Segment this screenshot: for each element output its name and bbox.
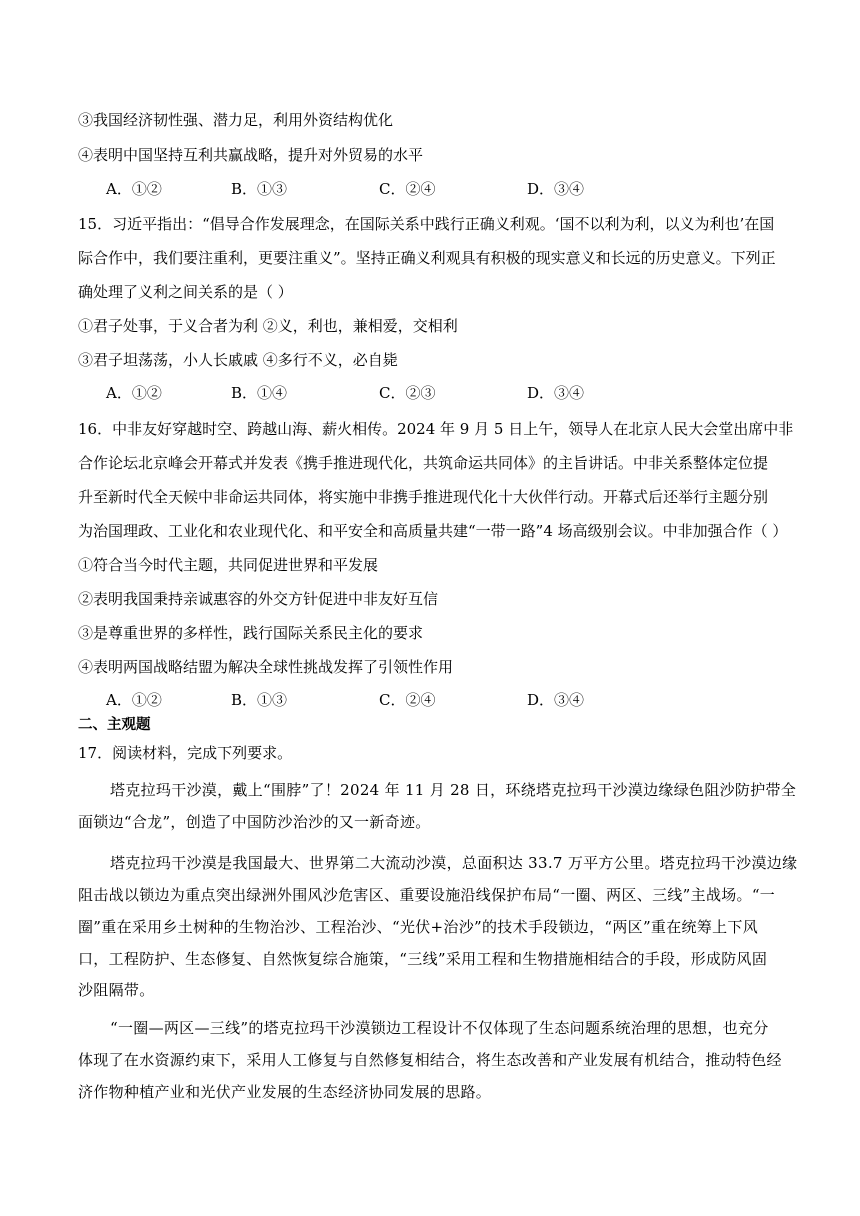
q15-option-b: B．①④ xyxy=(231,384,288,402)
q14-option-b: B．①③ xyxy=(231,180,288,198)
q14-option-c: C．②④ xyxy=(379,180,436,198)
q17-para2-line-2: 阻击战以锁边为重点突出绿洲外围风沙危害区、重要设施沿线保护布局“一圈、两区、三线”主战场。“一 xyxy=(78,886,776,904)
q15-items-line-1: ①君子处事，于义合者为利 ②义，利也，兼相爱，交相利 xyxy=(78,317,458,335)
q16-option-c: C．②④ xyxy=(379,691,436,709)
q16-stem-line-3: 升至新时代全天候中非命运共同体，将实施中非携手推进现代化十大伙伴行动。开幕式后还举行主题分别 xyxy=(78,488,769,506)
q15-option-a: A．①② xyxy=(106,384,162,402)
q17-para2-line-5: 沙阻隔带。 xyxy=(78,981,155,999)
q15-stem-line-1: 15．习近平指出：“倡导合作发展理念，在国际关系中践行正确义利观。‘国不以利为利，以义为利也’在国 xyxy=(78,215,775,233)
q16-option-a: A．①② xyxy=(106,691,162,709)
q16-stem-line-4: 为治国理政、工业化和农业现代化、和平安全和高质量共建“一带一路”4 场高级别会议。中非加强合作（ ） xyxy=(78,522,788,540)
q17-para2-line-4: 口，工程防护、生态修复、自然恢复综合施策，“三线”采用工程和生物措施相结合的手段，形成防风固 xyxy=(78,950,768,968)
q14-option-d: D．③④ xyxy=(527,180,585,198)
q16-option-b: B．①③ xyxy=(231,691,288,709)
q17-para3-line-1: “一圈—两区—三线”的塔克拉玛干沙漠锁边工程设计不仅体现了生态问题系统治理的思想，也充分 xyxy=(110,1019,769,1037)
q16-item-3: ③是尊重世界的多样性，践行国际关系民主化的要求 xyxy=(78,624,424,642)
q14-option-a: A．①② xyxy=(106,180,162,198)
q15-stem-line-3: 确处理了义利之间关系的是（ ） xyxy=(78,283,293,301)
section-heading: 二、主观题 xyxy=(78,717,151,733)
q16-item-4: ④表明两国战略结盟为解决全球性挑战发挥了引领性作用 xyxy=(78,658,454,676)
q16-option-d: D．③④ xyxy=(527,691,585,709)
q17-para2-line-1: 塔克拉玛干沙漠是我国最大、世界第二大流动沙漠，总面积达 33.7 万平方公里。塔克拉玛干沙漠边缘 xyxy=(110,854,798,872)
q16-item-2: ②表明我国秉持亲诚惠容的外交方针促进中非友好互信 xyxy=(78,590,439,608)
q16-stem-line-1: 16．中非友好穿越时空、跨越山海、薪火相传。2024 年 9 月 5 日上午，领导人在北京人民大会堂出席中非 xyxy=(78,420,794,438)
q15-option-d: D．③④ xyxy=(527,384,585,402)
q17-para3-line-3: 济作物种植产业和光伏产业发展的生态经济协同发展的思路。 xyxy=(78,1083,492,1101)
q17-para2-line-3: 圈”重在采用乡土树种的生物治沙、工程治沙、“光伏+治沙”的技术手段锁边，“两区”重在统筹上下风 xyxy=(78,918,759,936)
q17-para3-line-2: 体现了在水资源约束下，采用人工修复与自然修复相结合，将生态改善和产业发展有机结合，推动特色经 xyxy=(78,1051,782,1069)
q17-stem: 17．阅读材料，完成下列要求。 xyxy=(78,744,293,762)
q17-para1-line-1: 塔克拉玛干沙漠，戴上“围脖”了！2024 年 11 月 28 日，环绕塔克拉玛干沙漠边缘绿色阻沙防护带全 xyxy=(110,781,797,799)
q15-items-line-2: ③君子坦荡荡，小人长戚戚 ④多行不义，必自毙 xyxy=(78,351,398,369)
q15-option-c: C．②③ xyxy=(379,384,436,402)
q17-para1-line-2: 面锁边“合龙”，创造了中国防沙治沙的又一新奇迹。 xyxy=(78,813,431,831)
q14-item-4: ④表明中国坚持互利共赢战略，提升对外贸易的水平 xyxy=(78,146,424,164)
q16-item-1: ①符合当今时代主题，共同促进世界和平发展 xyxy=(78,556,379,574)
q16-stem-line-2: 合作论坛北京峰会开幕式并发表《携手推进现代化，共筑命运共同体》的主旨讲话。中非关系整体定位提 xyxy=(78,454,769,472)
q14-item-3: ③我国经济韧性强、潜力足，利用外资结构优化 xyxy=(78,111,394,129)
q15-stem-line-2: 际合作中，我们要注重利，更要注重义”。坚持正确义利观具有积极的现实意义和长远的历史意义。下列正 xyxy=(78,249,776,267)
